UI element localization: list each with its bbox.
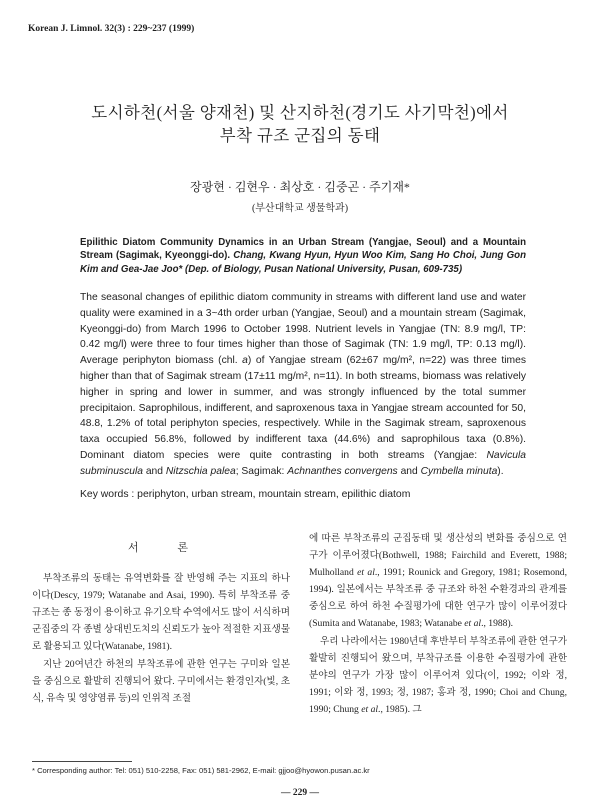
abstract-text-1: The seasonal changes of epilithic diatom community in streams with different land use and water quality were examined in a 3~4th order urban (Yangjae, Seoul) and a mountain stream (Sagimak, Kyeonggi-do) from March 1996 to October 1998. Nutrient levels in Yangjae (TN: 8.9 mg/l, TP: 0.42 mg/l) were three to four times higher than those of Sagimak (TN: 1.9 mg/l, TP: 0.13 mg/l). Average periphyton biomass (chl. <box>80 292 526 367</box>
intro-text-3c: ., 1988). <box>481 618 514 630</box>
english-affiliation: (Dep. of Biology, Pusan National University, Pusan, 609-735) <box>182 263 463 275</box>
affiliation: (부산대학교 생물학과) <box>251 203 349 214</box>
abstract-italic-a: a <box>242 355 248 367</box>
abstract-mid: ; Sagimak: <box>235 465 288 477</box>
et-al-1: et al <box>357 567 375 579</box>
species-navicula: Navicula subminuscula <box>80 449 526 477</box>
abstract-text-2: ) of Yangjae stream (62±67 mg/m², n=22) was three times higher than that of Sagimak stream (17±11 mg/m², n=11). In both streams, biomass was relatively higher in spring and lower in summer, and was strongly influenced by the total summer precipitaion. Saprophilous, indifferent, and saproxenous taxa in Yangjae stream accounted for 50, 48.8, 1.2% of total periphyton species, respectively. While in the Sagimak stream, saproxenous taxa occupied 56.8%, followed by indifferent taxa (44.6%) and saprophilous taxa (0.8%). Dominant diatom species were quite contrasting in both streams (Yangjae: <box>80 355 526 461</box>
abstract <box>80 290 526 480</box>
intro-paragraph-2: 지난 20여년간 하천의 부착조류에 관한 연구는 구미와 일본을 중심으로 활발히 진행되어 왔다. 구미에서는 환경인자(빛, 초식, 유속 및 영양염류 등)의 인위적 조절 <box>32 658 290 704</box>
english-authors: Chang, Kwang Hyun, Hyun Woo Kim, Sang Ho Choi, Jung Gon Kim and Gea-Jae Joo* <box>80 250 527 275</box>
english-citation-block <box>80 236 526 276</box>
author-list: 장광현 · 김현우 · 최상호 · 김중곤 · 주기재* <box>190 180 410 194</box>
species-nitzschia: Nitzschia palea <box>165 465 236 477</box>
page-number: — 229 — <box>281 788 319 798</box>
intro-paragraph-1: 부착조류의 동태는 유역변화를 잘 반영해 주는 지표의 하나이다(Descy, 1979; Watanabe and Asai, 1990). 특히 부착조류 중 규조는 종 동정이 용이하고 유기오탁 수역에서도 많이 서식하며 군집중의 각 종별 상대빈도치의 신뢰도가 높아 적절한 지표생물로 활용되고 있다(Watanabe, 1981). <box>32 573 290 653</box>
intro-right-column <box>309 530 567 718</box>
et-al-3: et al <box>361 703 379 715</box>
journal-header: Korean J. Limnol. 32(3) : 229~237 (1999) <box>28 24 195 34</box>
corresponding-author-footnote: * Corresponding author: Tel: 051) 510-2258, Fax: 051) 581-2962, E-mail: gjjoo@hyowon.pusan.ac.kr <box>32 766 370 775</box>
intro-paragraph-4 <box>309 633 567 718</box>
section-heading-intro: 서 론 <box>127 542 206 554</box>
footnote-divider <box>32 761 132 762</box>
abstract-paragraph <box>80 290 526 480</box>
intro-text-4b: ., 1985). 그 <box>378 703 422 715</box>
abstract-and-2: and <box>397 465 421 477</box>
paper-title-line-2: 부착 규조 군집의 동태 <box>219 126 381 145</box>
et-al-2: et al <box>464 618 482 630</box>
keywords: Key words : periphyton, urban stream, mountain stream, epilithic diatom <box>80 489 411 500</box>
intro-text-3a: 에 따른 부착조류의 군집동태 및 생산성의 변화를 중심으로 연구가 이루어졌다(Bothwell, 1988; Fairchild and Everett, 1988; Mulholland <box>309 533 567 579</box>
intro-paragraph-3 <box>309 530 567 633</box>
abstract-and-1: and <box>142 465 166 477</box>
english-title: Epilithic Diatom Community Dynamics in an Urban Stream (Yangjae, Seoul) and a Mountain Stream (Sagimak, Kyeonggi-do). <box>80 237 526 262</box>
paper-title-line-1: 도시하천(서울 양재천) 및 산지하천(경기도 사기막천)에서 <box>91 103 509 122</box>
intro-left-column <box>32 530 290 707</box>
species-cymbella: Cymbella minuta <box>420 465 498 477</box>
intro-text-3b: ., 1991; Rounick and Gregory, 1981; Rosemond, 1994). 일본에서는 부착조류 중 규조와 하천 수환경과의 관계를 중심으로 하여 하천 수질평가에 대한 연구가 많이 이루어졌다(Sumita and Watanabe, 1983; Watanabe <box>309 567 567 630</box>
abstract-end: ). <box>497 465 504 477</box>
intro-text-4a: 우리 나라에서는 1980년대 후반부터 부착조류에 관한 연구가 활발히 진행되어 왔으며, 부착규조를 이용한 수질평가에 관한 분야의 연구가 가장 많이 이루어져 있다(이, 1992; 이와 정, 1991; 이와 정, 1993; 정, 1987; 홍과 정, 1990; Choi and Chung, 1990; Chung <box>309 635 567 715</box>
species-achnanthes: Achnanthes convergens <box>287 465 398 477</box>
